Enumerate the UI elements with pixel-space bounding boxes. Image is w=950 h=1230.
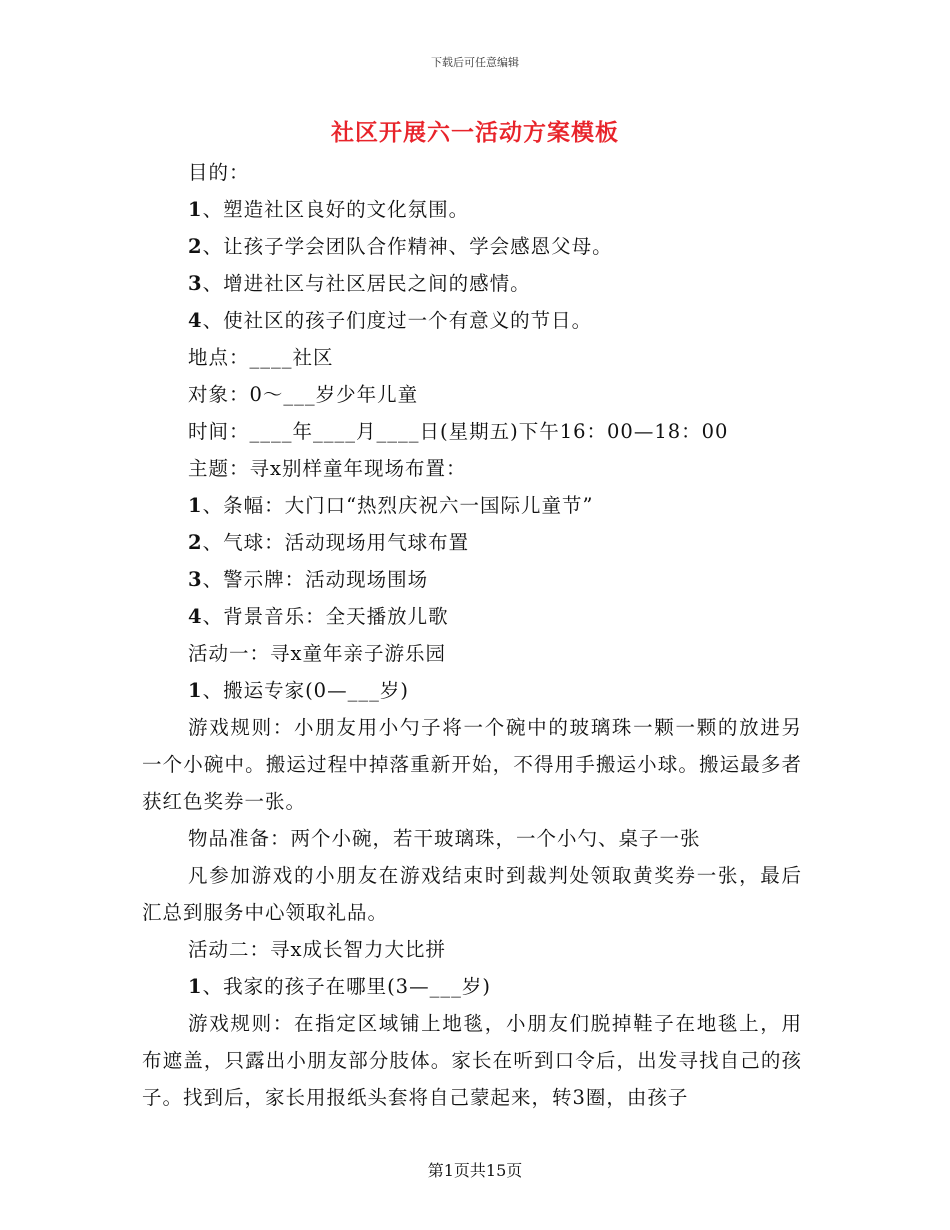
item-number: 1 <box>188 198 203 221</box>
setup-item <box>142 598 802 635</box>
time-line: 时间：____年____月____日(星期五)下午16：00—18：00 <box>188 420 729 443</box>
activity1-rules: 游戏规则：小朋友用小勺子将一个碗中的玻璃珠一颗一颗的放进另一个小碗中。搬运过程中掉落重新开始，不得用手搬运小球。搬运最多者获红色奖券一张。 <box>142 716 802 813</box>
item-text: 、警示牌：活动现场围场 <box>202 568 429 591</box>
item-number: 1 <box>188 679 203 702</box>
activity1-title: 活动一：寻x童年亲子游乐园 <box>188 642 446 665</box>
item-text: 、条幅：大门口“热烈庆祝六一国际儿童节” <box>202 494 594 517</box>
item-text: 、搬运专家(0—___岁) <box>202 679 409 702</box>
document-title: 社区开展六一活动方案模板 <box>331 119 619 146</box>
activity1-materials: 物品准备：两个小碗，若干玻璃珠，一个小勺、桌子一张 <box>188 827 701 850</box>
item-number: 2 <box>188 531 203 554</box>
activity2-rules: 游戏规则：在指定区域铺上地毯，小朋友们脱掉鞋子在地毯上，用布遮盖，只露出小朋友部分肢体。家长在听到口令后，出发寻找自己的孩子。找到后，家长用报纸头套将自己蒙起来，转3圈，由孩子 <box>142 1012 802 1109</box>
purpose-label: 目的： <box>188 161 250 184</box>
header-note: 下载后可任意编辑 <box>431 56 519 69</box>
activity2-item <box>142 968 802 1005</box>
activity2-title: 活动二：寻x成长智力大比拼 <box>188 938 446 961</box>
item-number: 3 <box>188 272 203 295</box>
setup-item <box>142 524 802 561</box>
purpose-item <box>142 228 802 265</box>
item-text: 、增进社区与社区居民之间的感情。 <box>202 272 531 295</box>
item-text: 、背景音乐：全天播放儿歌 <box>202 605 449 628</box>
document-body <box>142 154 802 1116</box>
setup-item <box>142 487 802 524</box>
purpose-item <box>142 302 802 339</box>
purpose-item <box>142 191 802 228</box>
item-number: 1 <box>188 494 203 517</box>
item-text: 、我家的孩子在哪里(3—___岁) <box>202 975 491 998</box>
item-text: 、气球：活动现场用气球布置 <box>202 531 470 554</box>
item-text: 、让孩子学会团队合作精神、学会感恩父母。 <box>202 235 613 258</box>
location-line: 地点：____社区 <box>188 346 334 369</box>
item-number: 2 <box>188 235 203 258</box>
item-number: 4 <box>188 605 203 628</box>
theme-line: 主题：寻x别样童年现场布置： <box>188 457 467 480</box>
item-number: 3 <box>188 568 203 591</box>
target-line: 对象：0～___岁少年儿童 <box>188 383 419 406</box>
item-text: 、使社区的孩子们度过一个有意义的节日。 <box>202 309 593 332</box>
activity1-item <box>142 672 802 709</box>
item-number: 4 <box>188 309 203 332</box>
page-indicator: 第1页共15页 <box>427 1161 523 1180</box>
item-number: 1 <box>188 975 203 998</box>
setup-item <box>142 561 802 598</box>
activity1-reward: 凡参加游戏的小朋友在游戏结束时到裁判处领取黄奖券一张，最后汇总到服务中心领取礼品。 <box>142 864 802 924</box>
purpose-item <box>142 265 802 302</box>
item-text: 、塑造社区良好的文化氛围。 <box>202 198 470 221</box>
